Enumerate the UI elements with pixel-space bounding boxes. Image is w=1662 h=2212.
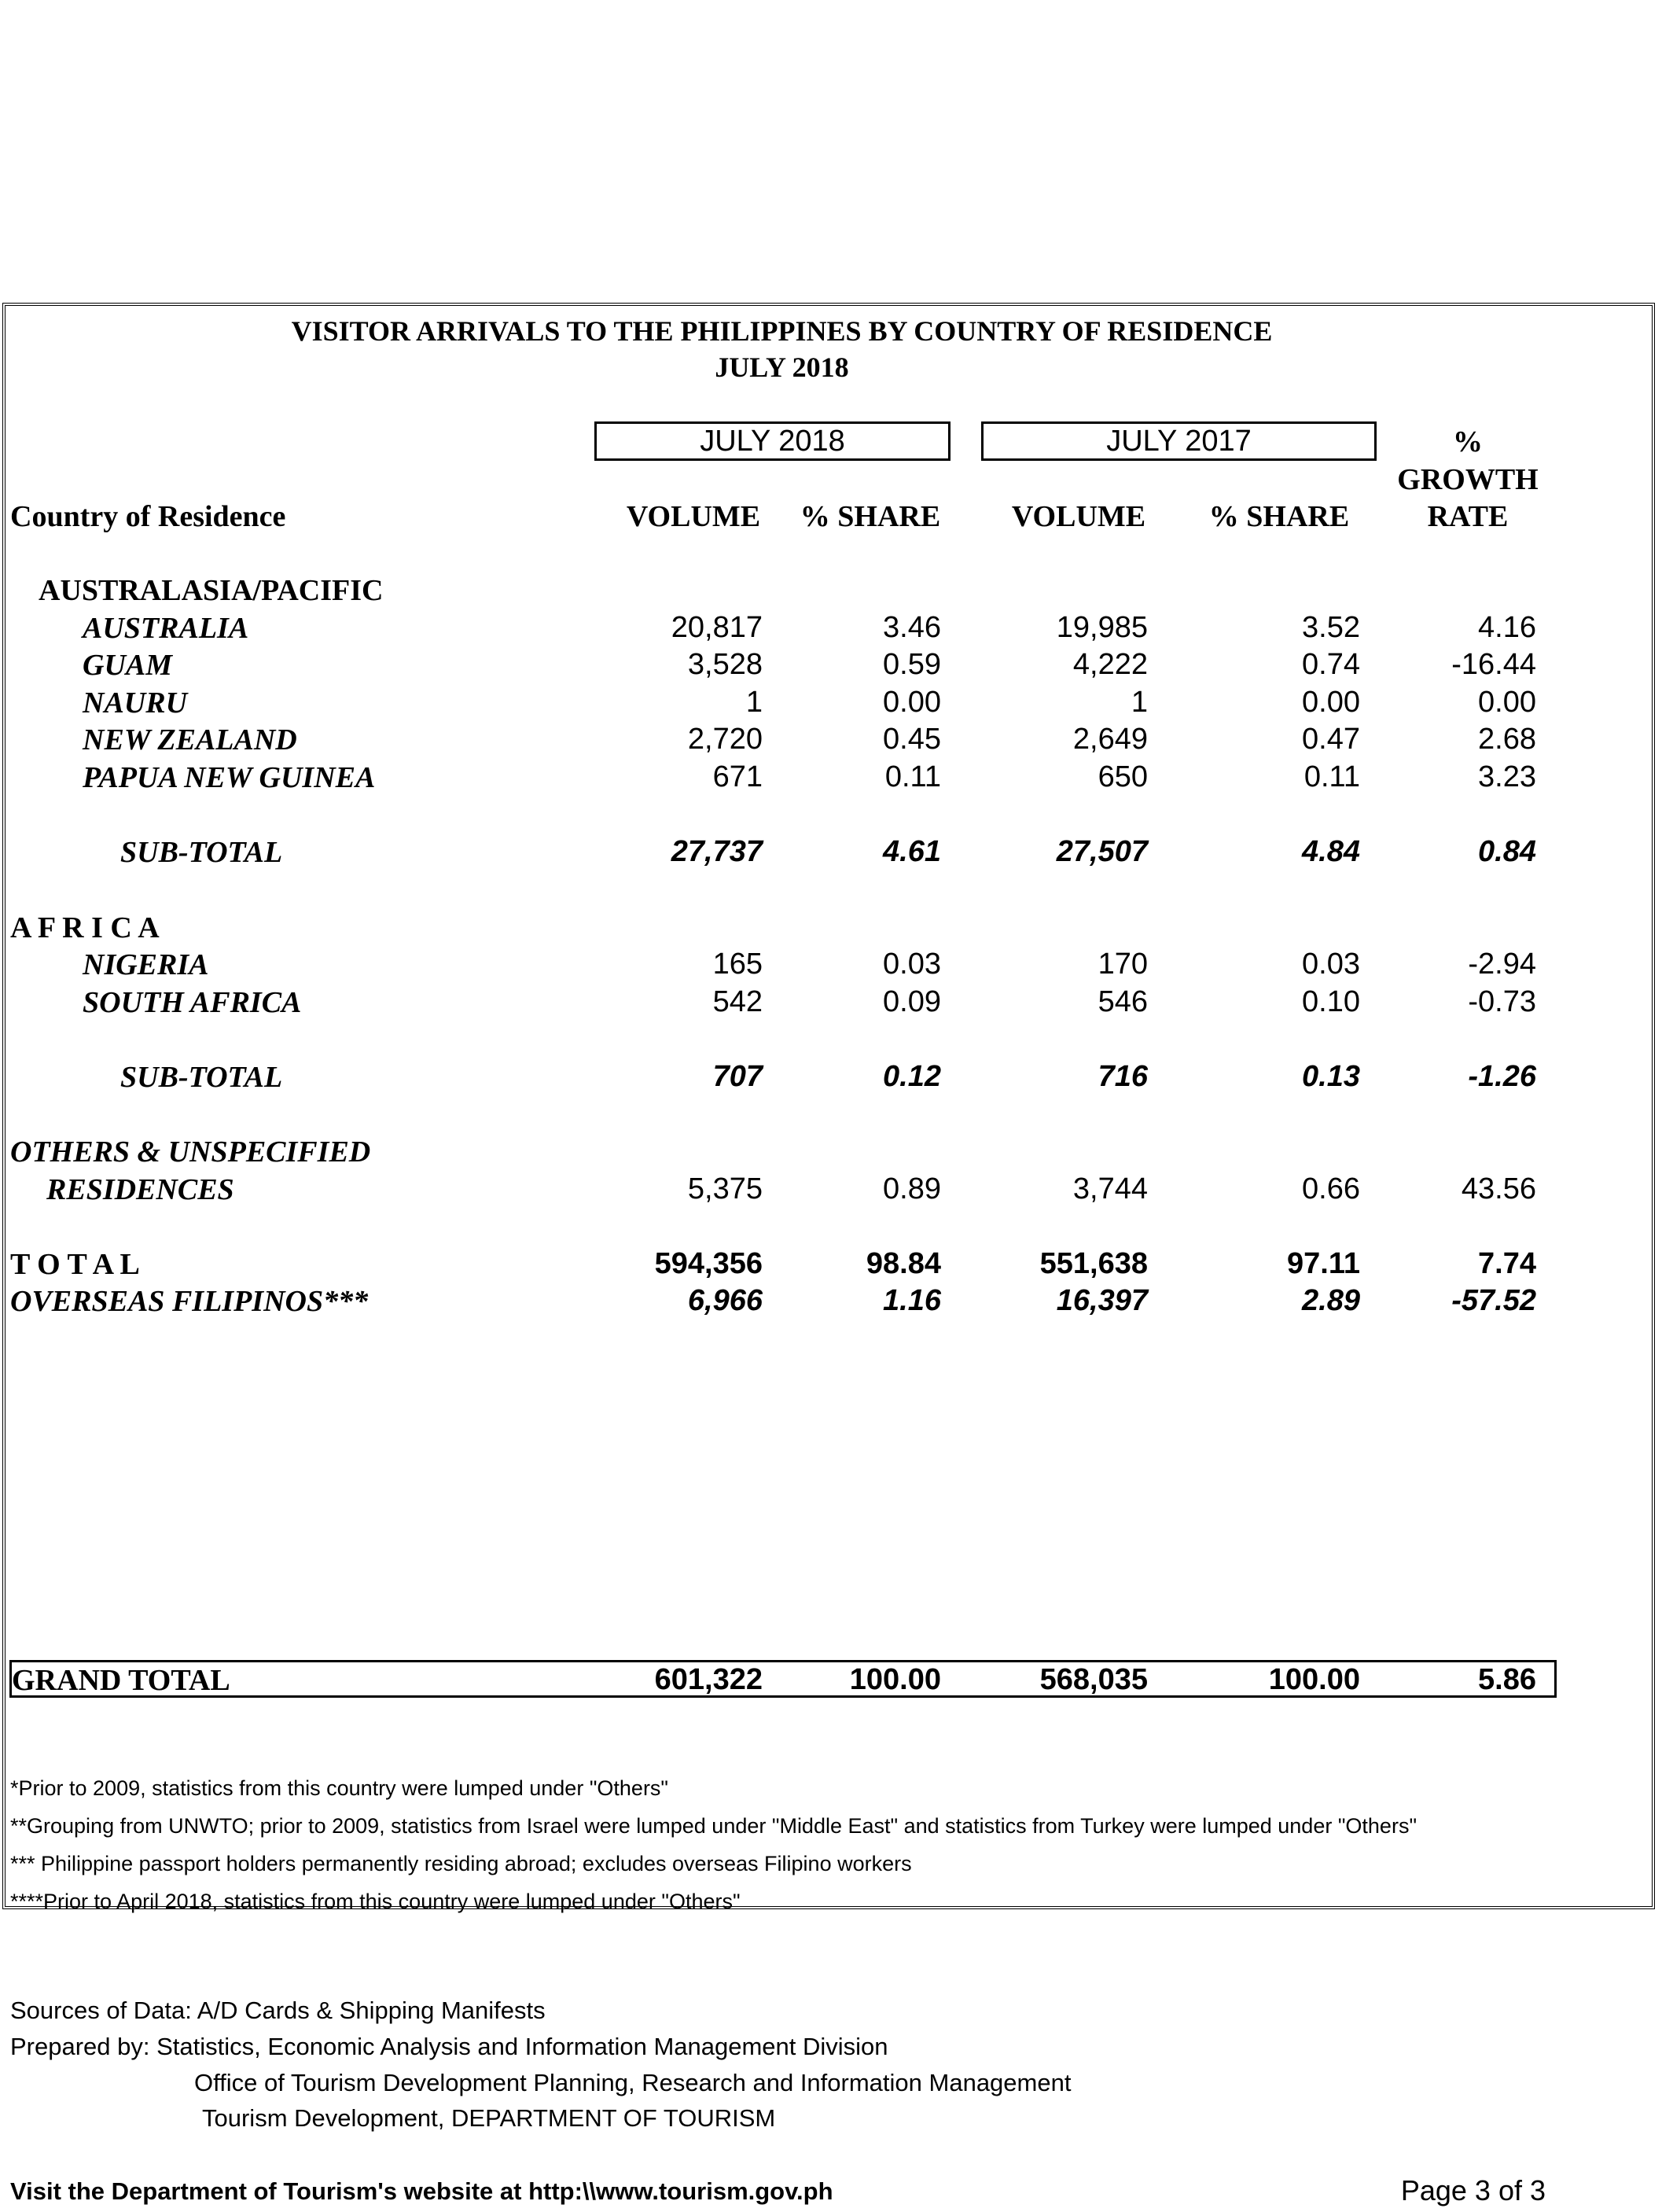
share-2018: 0.03 [883,948,941,981]
volume-2018: 3,528 [687,648,763,681]
period-2018-box: JULY 2018 [594,421,951,461]
total-label: T O T A L [10,1248,140,1281]
volume-2017: 568,035 [1039,1663,1148,1696]
share-2017: 0.74 [1302,648,1360,681]
prepared-by-office: Office of Tourism Development Planning, Research and Information Management [194,2069,1072,2096]
volume-2018: 1 [745,686,763,719]
growth-rate: 0.84 [1478,835,1536,868]
growth-rate: 5.86 [1478,1663,1536,1696]
volume-2018: 5,375 [687,1172,763,1205]
table-row [6,985,1562,1020]
share-2017: 4.84 [1302,835,1360,868]
grand-total-row [6,1663,1562,1698]
footnote: **Grouping from UNWTO; prior to 2009, statistics from Israel were lumped under "Middle East" and statistics from Turkey were lumped under "Others" [10,1814,1417,1838]
volume-2018: 27,737 [671,835,763,868]
share-2018: 1.16 [883,1284,941,1317]
country-column-header: Country of Residence [10,500,286,533]
share-2018: 0.09 [883,985,941,1018]
table-row [6,686,1562,720]
growth-rate: 0.00 [1478,686,1536,719]
share-2018: 0.00 [883,686,941,719]
grand-total-label: GRAND TOTAL [12,1664,230,1697]
region-australasia-pacific: AUSTRALASIA/PACIFIC [39,574,384,607]
country-name: SOUTH AFRICA [83,986,302,1019]
share-2018: 0.12 [883,1060,941,1093]
share-2017-header: % SHARE [1208,500,1350,533]
growth-rate: 4.16 [1478,611,1536,644]
growth-rate: -57.52 [1451,1284,1536,1317]
growth-rate: 43.56 [1461,1172,1536,1205]
volume-2018: 165 [712,948,763,981]
country-name: AUSTRALIA [83,612,249,645]
footnote: *Prior to 2009, statistics from this country were lumped under "Others" [10,1776,669,1800]
volume-2018: 707 [712,1060,763,1093]
growth-rate: -2.94 [1468,948,1536,981]
report-subtitle: JULY 2018 [715,351,849,383]
prepared-by-department: Tourism Development, DEPARTMENT OF TOURISM [202,2104,776,2132]
table-row [6,723,1562,757]
volume-2017: 16,397 [1056,1284,1148,1317]
growth-rate: 3.23 [1478,760,1536,793]
share-2018: 3.46 [883,611,941,644]
country-name: PAPUA NEW GUINEA [83,761,376,794]
share-2018: 98.84 [866,1247,941,1280]
share-2017: 2.89 [1302,1284,1360,1317]
volume-2018-header: VOLUME [626,500,761,533]
share-2017: 0.10 [1302,985,1360,1018]
growth-rate: -1.26 [1468,1060,1536,1093]
volume-2018: 671 [712,760,763,793]
table-row [6,948,1562,982]
share-2018: 0.11 [884,760,941,793]
share-2017: 0.47 [1302,723,1360,756]
country-name: NEW ZEALAND [83,723,297,756]
share-2017: 0.13 [1302,1060,1360,1093]
growth-rate: -16.44 [1451,648,1536,681]
share-2017: 3.52 [1302,611,1360,644]
total-row [6,1247,1562,1282]
region-others: OTHERS & UNSPECIFIED [10,1135,371,1169]
share-2018-header: % SHARE [800,500,941,533]
subtotal-row [6,835,1562,870]
volume-2017: 650 [1098,760,1148,793]
table-row [6,611,1562,646]
growth-header-line2: GROWTH [1397,463,1539,496]
country-name: GUAM [83,649,173,682]
volume-2017: 2,649 [1072,723,1148,756]
share-2017: 0.03 [1302,948,1360,981]
growth-rate: 7.74 [1478,1247,1536,1280]
volume-2017: 27,507 [1056,835,1148,868]
volume-2018: 594,356 [654,1247,763,1280]
volume-2017: 3,744 [1072,1172,1148,1205]
footnote: ****Prior to April 2018, statistics from this country were lumped under "Others" [10,1890,741,1913]
country-name: NAURU [83,686,188,720]
growth-rate: -0.73 [1468,985,1536,1018]
volume-2017-header: VOLUME [1011,500,1146,533]
overseas-filipinos-label: OVERSEAS FILIPINOS*** [10,1285,369,1318]
subtotal-label: SUB-TOTAL [120,1061,283,1094]
volume-2018: 20,817 [671,611,763,644]
share-2018: 0.59 [883,648,941,681]
subtotal-label: SUB-TOTAL [120,836,283,869]
volume-2017: 546 [1098,985,1148,1018]
volume-2018: 2,720 [687,723,763,756]
volume-2017: 4,222 [1072,648,1148,681]
region-africa: A F R I C A [10,911,160,944]
share-2018: 100.00 [849,1663,941,1696]
country-name: RESIDENCES [46,1173,234,1206]
sources-of-data: Sources of Data: A/D Cards & Shipping Manifests [10,1997,546,2024]
subtotal-row [6,1060,1562,1095]
volume-2017: 19,985 [1056,611,1148,644]
growth-rate: 2.68 [1478,723,1536,756]
prepared-by: Prepared by: Statistics, Economic Analysis and Information Management Division [10,2033,888,2060]
volume-2017: 170 [1098,948,1148,981]
share-2018: 4.61 [883,835,941,868]
share-2018: 0.89 [883,1172,941,1205]
share-2017: 0.00 [1302,686,1360,719]
volume-2017: 551,638 [1039,1247,1148,1280]
volume-2018: 542 [712,985,763,1018]
country-name: NIGERIA [83,948,209,981]
report-title: VISITOR ARRIVALS TO THE PHILIPPINES BY COUNTRY OF RESIDENCE [291,315,1273,347]
report-frame [2,303,1655,2206]
share-2017: 0.11 [1303,760,1360,793]
volume-2017: 1 [1131,686,1148,719]
share-2017: 100.00 [1268,1663,1360,1696]
volume-2017: 716 [1098,1060,1148,1093]
share-2018: 0.45 [883,723,941,756]
period-2017-box: JULY 2017 [981,421,1377,461]
page-number: Page 3 of 3 [1400,2174,1546,2206]
table-row [6,648,1562,683]
share-2017: 97.11 [1287,1247,1360,1280]
share-2017: 0.66 [1302,1172,1360,1205]
website-link[interactable]: Visit the Department of Tourism's website at http:\\www.tourism.gov.ph [10,2177,833,2205]
volume-2018: 6,966 [687,1284,763,1317]
volume-2018: 601,322 [654,1663,763,1696]
table-row [6,1172,1562,1207]
footnote: *** Philippine passport holders permanently residing abroad; excludes overseas Filipino workers [10,1852,912,1875]
growth-header-line1: % [1453,425,1483,458]
overseas-filipinos-row [6,1284,1562,1319]
growth-header-line3: RATE [1427,500,1509,533]
table-row [6,760,1562,795]
